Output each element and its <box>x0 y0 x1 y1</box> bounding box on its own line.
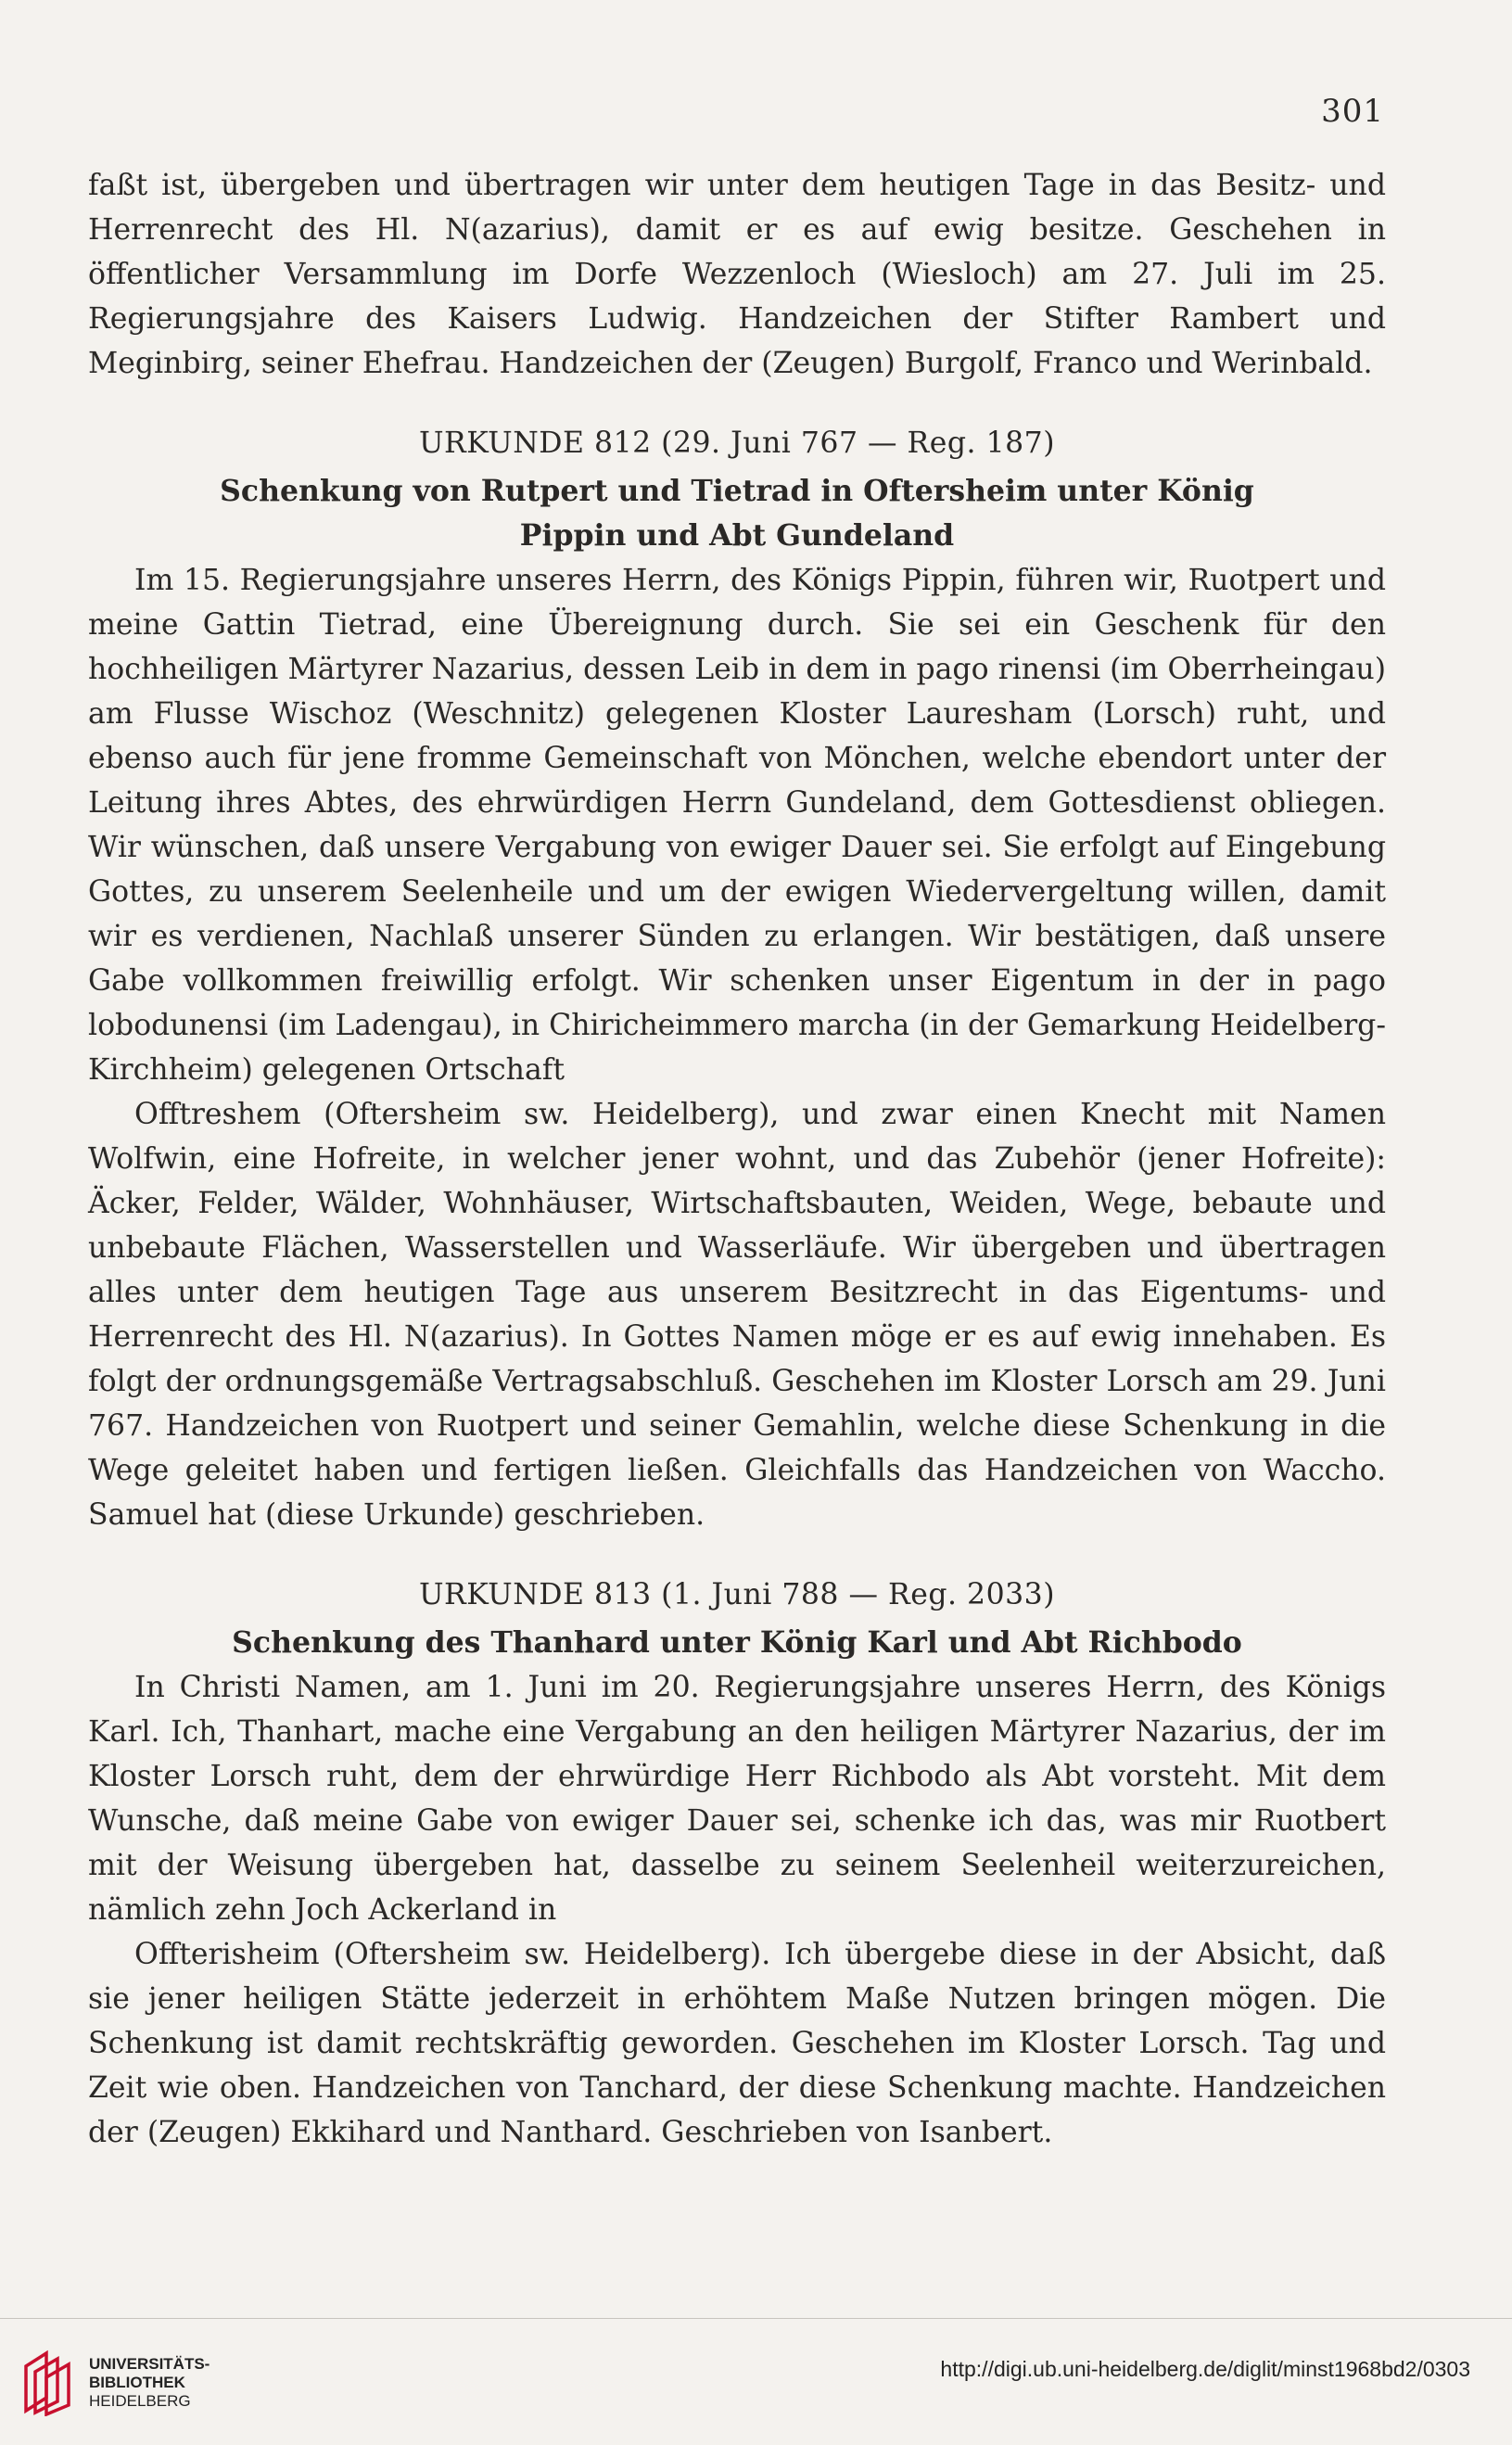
paragraph-5: Offterisheim (Oftersheim sw. Heidelberg). Ich übergebe diese in der Absicht, daß sie jener heiligen Stätte jederzeit in erhöhtem Maße Nutzen bringen mögen. Die Schenkung ist damit rechtskräftig geworden. Geschehen im Kloster Lorsch. Tag und Zeit wie oben. Handzeichen von Tanchard, der diese Schenkung machte. Handzeichen der (Zeugen) Ekkihard und Nanthard. Geschrieben von Isanbert. <box>88 1938 1386 2149</box>
library-name <box>89 2355 210 2411</box>
library-name-line-3: HEIDELBERG <box>89 2392 191 2410</box>
urkunde-813-heading: URKUNDE 813 (1. Juni 788 — Reg. 2033) <box>419 1578 1055 1611</box>
urkunde-812-title-line-1: Schenkung von Rutpert und Tietrad in Oftersheim unter König <box>220 474 1254 508</box>
paragraph-2: Im 15. Regierungsjahre unseres Herrn, des Königs Pippin, führen wir, Ruotpert und meine Gattin Tietrad, eine Übereignung durch. Sie sei ein Geschenk für den hochheiligen Märtyrer Nazarius, dessen Leib in dem in pago rinensi (im Oberrheingau) am Flusse Wischoz (Weschnitz) gelegenen Kloster Lauresham (Lorsch) ruht, und ebenso auch für jene fromme Gemeinschaft von Mönchen, welche ebendort unter der Leitung ihres Abtes, des ehrwürdigen Herrn Gundeland, dem Gottesdienst obliegen. Wir wünschen, daß unsere Vergabung von ewiger Dauer sei. Sie erfolgt auf Eingebung Gottes, zu unserem Seelenheile und um der ewigen Wiedervergeltung willen, damit wir es verdienen, Nachlaß unserer Sünden zu erlangen. Wir bestätigen, daß unsere Gabe vollkommen freiwillig erfolgt. Wir schenken unser Eigentum in der in pago lobodunensi (im Ladengau), in Chiricheimmero marcha (in der Gemarkung Heidelberg-Kirchheim) gelegenen Ortschaft <box>88 564 1386 1087</box>
urkunde-812-heading: URKUNDE 812 (29. Juni 767 — Reg. 187) <box>419 427 1055 460</box>
library-name-line-2: BIBLIOTHEK <box>89 2374 185 2391</box>
paragraph-3: Offtreshem (Oftersheim sw. Heidelberg), und zwar einen Knecht mit Namen Wolfwin, eine Hofreite, in welcher jener wohnt, und das Zubehör (jener Hofreite): Äcker, Felder, Wälder, Wohnhäuser, Wirtschaftsbauten, Weiden, Wege, bebaute und unbebaute Flächen, Wasserstellen und Wasserläufe. Wir übergeben und übertragen alles unter dem heutigen Tage aus unserem Besitzrecht in das Eigentums- und Herrenrecht des Hl. N(azarius). In Gottes Namen möge er es auf ewig innehaben. Es folgt der ordnungsgemäße Vertragsabschluß. Geschehen im Kloster Lorsch am 29. Juni 767. Handzeichen von Ruotpert und seiner Gemahlin, welche diese Schenkung in die Wege geleitet haben und fertigen ließen. Gleichfalls das Handzeichen von Waccho. Samuel hat (diese Urkunde) geschrieben. <box>88 1098 1386 1532</box>
urkunde-813-title: Schenkung des Thanhard unter König Karl und Abt Richbodo <box>232 1625 1242 1660</box>
urkunde-812-title <box>88 469 1386 558</box>
library-name-line-1: UNIVERSITÄTS- <box>89 2355 210 2373</box>
footer <box>0 2318 1512 2445</box>
paragraph-1: faßt ist, übergeben und übertragen wir unter dem heutigen Tage in das Besitz- und Herrenrecht des Hl. N(azarius), damit er es auf ewig besitze. Geschehen in öffentlicher Versammlung im Dorfe Wezzenloch (Wiesloch) am 27. Juli im 25. Regierungsjahre des Kaisers Ludwig. Handzeichen der Stifter Rambert und Meginbirg, seiner Ehefrau. Handzeichen der (Zeugen) Burgolf, Franco und Werinbald. <box>88 169 1386 380</box>
footer-divider <box>0 2318 1512 2319</box>
library-logo-icon <box>17 2346 78 2416</box>
source-url-link[interactable]: http://digi.ub.uni-heidelberg.de/diglit/minst1968bd2/0303 <box>940 2357 1470 2381</box>
document-body <box>88 163 1386 2155</box>
paragraph-4: In Christi Namen, am 1. Juni im 20. Regierungsjahre unseres Herrn, des Königs Karl. Ich, Thanhart, mache eine Vergabung an den heiligen Märtyrer Nazarius, der im Kloster Lorsch ruht, dem der ehrwürdige Herr Richbodo als Abt vorsteht. Mit dem Wunsche, daß meine Gabe von ewiger Dauer sei, schenke ich das, was mir Ruotbert mit der Weisung übergeben hat, dasselbe zu seinem Seelenheil weiterzureichen, nämlich zehn Joch Ackerland in <box>88 1671 1386 1927</box>
urkunde-812-title-line-2: Pippin und Abt Gundeland <box>519 518 955 553</box>
page-number: 301 <box>1321 93 1384 130</box>
